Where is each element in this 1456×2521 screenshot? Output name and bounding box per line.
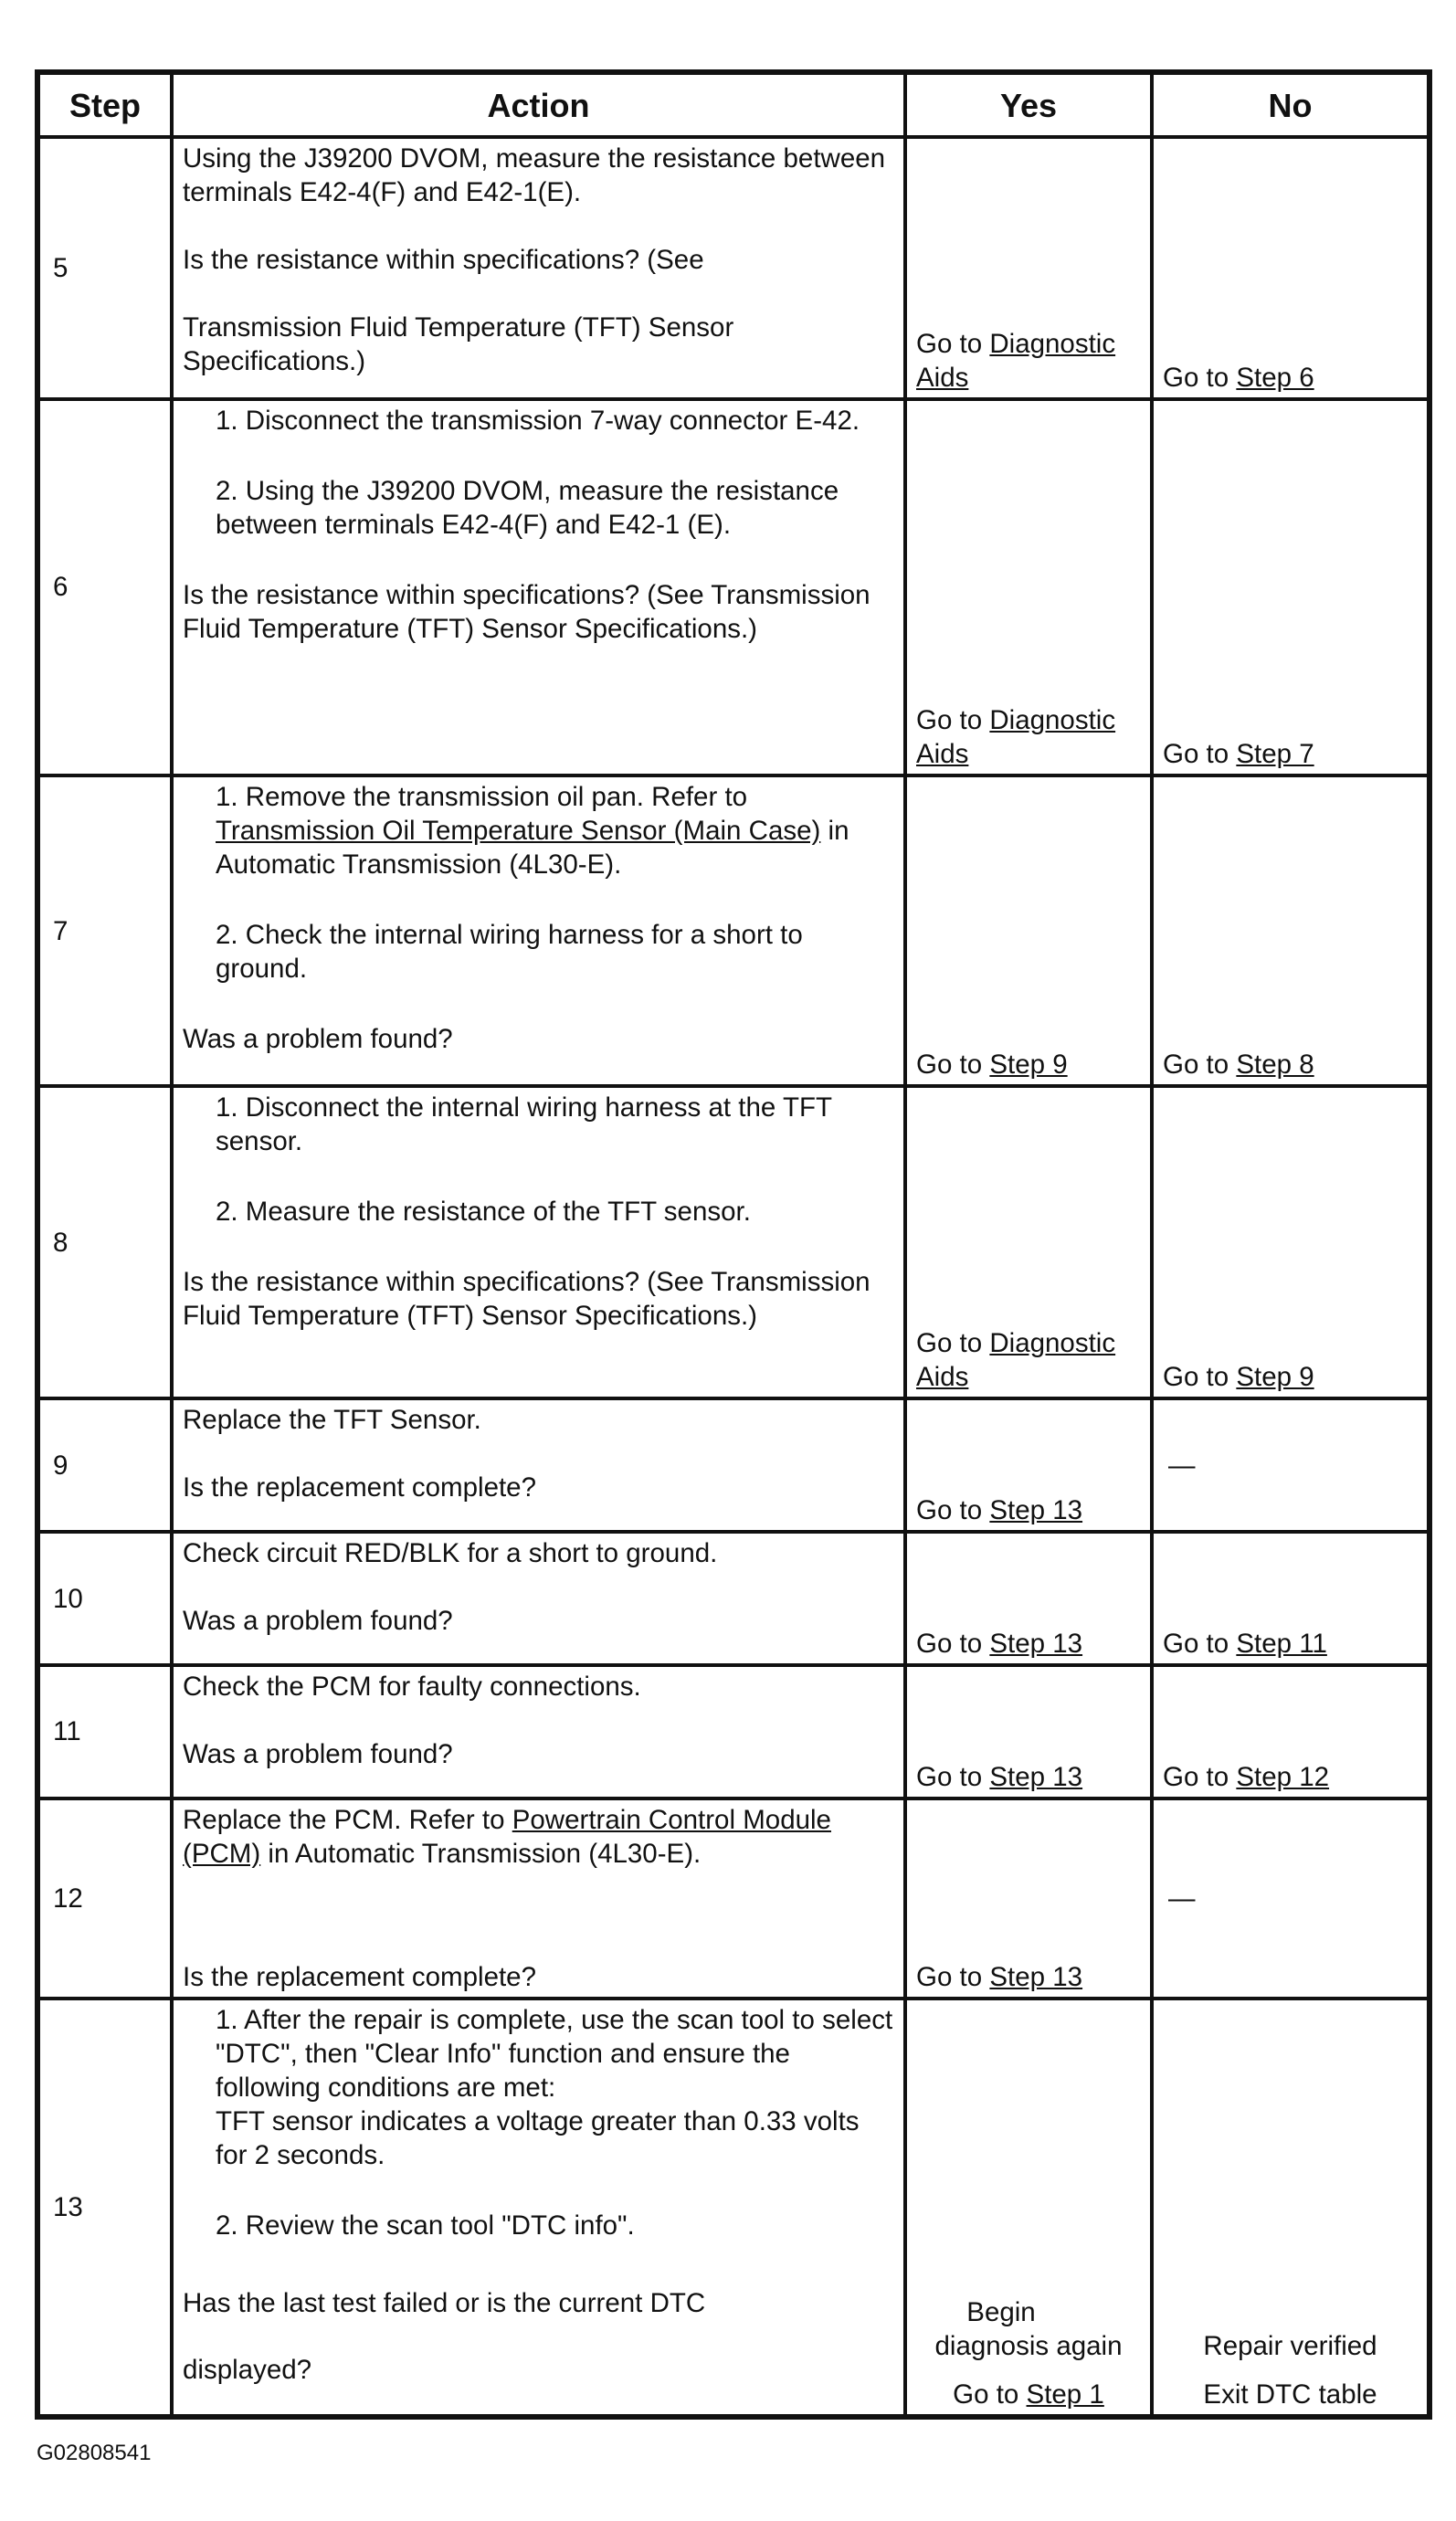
- no-action-dash: —: [1168, 1450, 1196, 1481]
- link-pcm[interactable]: Powertrain Control Module (PCM): [183, 1804, 831, 1869]
- header-action: Action: [172, 72, 905, 137]
- no-cell: [1152, 137, 1430, 399]
- action-substep: [183, 780, 894, 881]
- table-row: [37, 1398, 1430, 1532]
- link-diagnostic-aids[interactable]: Diagnostic Aids: [916, 328, 1116, 393]
- link-step-8[interactable]: Step 8: [1236, 1050, 1314, 1081]
- no-cell: [1152, 775, 1430, 1086]
- yes-text: diagnosis again: [934, 2331, 1123, 2361]
- action-substep: 1. Disconnect the internal wiring harness at the TFT sensor.: [216, 1092, 832, 1157]
- table-row: [37, 1532, 1430, 1665]
- action-substep: 1. Disconnect the transmission 7-way connector E-42.: [216, 405, 860, 436]
- action-text: Replace the PCM. Refer to: [183, 1804, 512, 1835]
- action-cell: [172, 1665, 905, 1798]
- no-cell: [1152, 1086, 1430, 1398]
- action-question: Is the resistance within specifications? (See: [183, 245, 704, 275]
- step-number: 7: [37, 775, 172, 1086]
- goto-prefix: Go to: [916, 1328, 990, 1359]
- link-tot-sensor[interactable]: Transmission Oil Temperature Sensor (Main Case): [216, 816, 821, 847]
- yes-text: Begin: [966, 2297, 1036, 2327]
- action-substep: 2. Measure the resistance of the TFT sensor.: [216, 1197, 751, 1228]
- action-substep: 2. Check the internal wiring harness for a short to ground.: [216, 920, 803, 985]
- action-text: Using the J39200 DVOM, measure the resistance between terminals E42-4(F) and E42-1(E).: [183, 143, 886, 207]
- action-question-cont: Transmission Fluid Temperature (TFT) Sensor Specifications.): [183, 312, 734, 376]
- table-row: [37, 1798, 1430, 1999]
- goto-prefix: Go to: [1163, 1050, 1237, 1081]
- yes-cell: [905, 1665, 1152, 1798]
- yes-cell: [905, 1398, 1152, 1532]
- table-row: [37, 1086, 1430, 1398]
- action-cell: [172, 1798, 905, 1999]
- action-condition: TFT sensor indicates a voltage greater than 0.33 volts for 2 seconds.: [216, 2106, 860, 2171]
- no-cell: [1152, 1798, 1430, 1999]
- table-row: [37, 1999, 1430, 2417]
- header-step: Step: [37, 72, 172, 137]
- no-cell: [1152, 1532, 1430, 1665]
- action-cell: [172, 1398, 905, 1532]
- no-cell: [1152, 399, 1430, 775]
- action-question: Was a problem found?: [183, 1024, 453, 1055]
- goto-prefix: Go to: [916, 1050, 990, 1081]
- no-cell: [1152, 1999, 1430, 2417]
- action-text: in Automatic Transmission (4L30-E).: [260, 1838, 702, 1869]
- action-question: Is the replacement complete?: [183, 1472, 536, 1503]
- action-question: Is the resistance within specifications? (See Transmission Fluid Temperature (TFT) Sensor Specifications.): [183, 579, 870, 644]
- header-row: [37, 72, 1430, 137]
- step-number: 12: [37, 1798, 172, 1999]
- link-step-13[interactable]: Step 13: [989, 1761, 1083, 1792]
- goto-prefix: Go to: [1163, 739, 1237, 770]
- link-step-11[interactable]: Step 11: [1236, 1629, 1327, 1660]
- header-yes: Yes: [905, 72, 1152, 137]
- figure-id: G02808541: [37, 2441, 152, 2465]
- yes-cell: [905, 399, 1152, 775]
- action-text: Check circuit RED/BLK for a short to ground.: [183, 1538, 718, 1569]
- step-number: 6: [37, 399, 172, 775]
- goto-prefix: Go to: [916, 1629, 990, 1660]
- link-step-1[interactable]: Step 1: [1026, 2379, 1104, 2410]
- action-substep: 2. Using the J39200 DVOM, measure the resistance between terminals E42-4(F) and E42-1 (E).: [216, 475, 839, 540]
- goto-prefix: Go to: [1163, 1761, 1237, 1792]
- action-question: Was a problem found?: [183, 1739, 453, 1770]
- goto-prefix: Go to: [916, 328, 990, 359]
- goto-prefix: Go to: [916, 1761, 990, 1792]
- table-row: [37, 1665, 1430, 1798]
- action-cell: [172, 775, 905, 1086]
- action-cell: [172, 399, 905, 775]
- link-diagnostic-aids[interactable]: Diagnostic Aids: [916, 705, 1116, 770]
- step-number: 5: [37, 137, 172, 399]
- no-text: Exit DTC table: [1203, 2379, 1377, 2410]
- yes-cell: [905, 1798, 1152, 1999]
- link-step-12[interactable]: Step 12: [1236, 1761, 1330, 1792]
- step-number: 8: [37, 1086, 172, 1398]
- no-action-dash: —: [1168, 1883, 1196, 1914]
- step-number: 10: [37, 1532, 172, 1665]
- goto-prefix: Go to: [1163, 1629, 1237, 1660]
- action-text: in Automatic Transmission (4L30-E).: [216, 816, 849, 881]
- link-diagnostic-aids[interactable]: Diagnostic Aids: [916, 1328, 1116, 1393]
- table-row: [37, 399, 1430, 775]
- goto-prefix: Go to: [916, 1495, 990, 1526]
- step-number: 9: [37, 1398, 172, 1532]
- yes-cell: [905, 1086, 1152, 1398]
- yes-cell: [905, 1532, 1152, 1665]
- action-text: Replace the TFT Sensor.: [183, 1405, 481, 1436]
- action-question: Was a problem found?: [183, 1606, 453, 1637]
- table-row: [37, 775, 1430, 1086]
- link-step-6[interactable]: Step 6: [1236, 362, 1314, 393]
- table-row: [37, 137, 1430, 399]
- action-text: Check the PCM for faulty connections.: [183, 1672, 641, 1703]
- action-cell: [172, 1532, 905, 1665]
- action-question: Is the replacement complete?: [183, 1962, 536, 1993]
- goto-prefix: Go to: [1163, 1362, 1237, 1393]
- action-substep: 1. After the repair is complete, use the scan tool to select "DTC", then "Clear Info" function and ensure the following conditions are met:: [216, 2005, 893, 2104]
- goto-prefix: Go to: [916, 1962, 990, 1993]
- action-cell: [172, 137, 905, 399]
- step-number: 13: [37, 1999, 172, 2417]
- no-text: Repair verified: [1203, 2331, 1377, 2361]
- link-step-9[interactable]: Step 9: [989, 1050, 1068, 1081]
- no-cell: [1152, 1398, 1430, 1532]
- yes-cell: [905, 137, 1152, 399]
- link-step-13[interactable]: Step 13: [989, 1629, 1083, 1660]
- action-question-cont: displayed?: [183, 2355, 312, 2386]
- action-text: 1. Remove the transmission oil pan. Refer to: [216, 782, 748, 813]
- step-number: 11: [37, 1665, 172, 1798]
- no-cell: [1152, 1665, 1430, 1798]
- action-question: Is the resistance within specifications? (See Transmission Fluid Temperature (TFT) Sensor Specifications.): [183, 1267, 870, 1332]
- action-question: Has the last test failed or is the current DTC: [183, 2288, 706, 2319]
- link-step-7[interactable]: Step 7: [1236, 739, 1314, 770]
- action-cell: [172, 1086, 905, 1398]
- goto-prefix: Go to: [916, 705, 990, 736]
- yes-cell: [905, 775, 1152, 1086]
- goto-prefix: Go to: [1163, 362, 1237, 393]
- action-substep: 2. Review the scan tool "DTC info".: [216, 2210, 635, 2241]
- link-step-13[interactable]: Step 13: [989, 1962, 1083, 1993]
- link-step-13[interactable]: Step 13: [989, 1495, 1083, 1526]
- action-cell: [172, 1999, 905, 2417]
- goto-prefix: Go to: [953, 2379, 1027, 2410]
- action-text: [183, 1803, 894, 1871]
- diagnostic-table: [35, 69, 1432, 2420]
- yes-cell: [905, 1999, 1152, 2417]
- header-no: No: [1152, 72, 1430, 137]
- link-step-9[interactable]: Step 9: [1236, 1362, 1314, 1393]
